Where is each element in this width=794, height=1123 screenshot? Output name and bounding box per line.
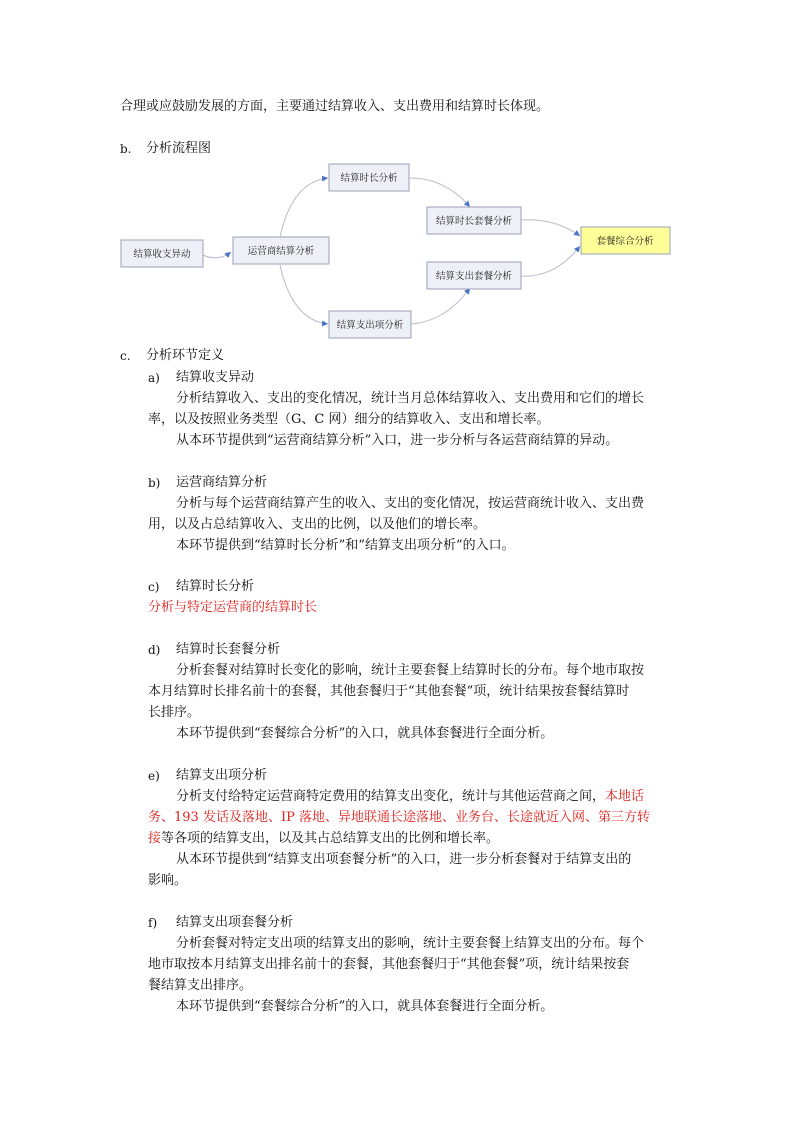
node-duration [329,164,409,191]
item-f-marker: f) [148,916,158,930]
item-d-line-3: 长排序。 [148,705,201,720]
arrow-operator-to-duration [280,178,328,237]
item-d-title: 结算时长套餐分析 [176,642,281,657]
item-e-line-3-red: 接 [148,831,162,846]
arrow-income-to-operator [203,252,231,258]
arrow-durpkg-to-summary [521,220,580,236]
section-b-marker: b. [120,142,132,156]
item-e-marker: e) [148,769,160,783]
node-expense-pkg [427,262,521,289]
item-a-marker: a) [148,371,160,385]
item-d-line-2: 本月结算时长排名前十的套餐，其他套餐归于“其他套餐”项，统计结果按套餐结算时 [148,684,630,699]
item-a-title: 结算收支异动 [176,370,255,385]
item-f-line-4: 本环节提供到“套餐综合分析”的入口，就具体套餐进行全面分析。 [176,999,554,1014]
item-e-line-1-text: 分析支付给特定运营商特定费用的结算支出变化，统计与其他运营商之间， [176,789,606,804]
flowchart [0,0,794,360]
item-e-line-3-text: 等各项的结算支出，以及其占总结算支出的比例和增长率。 [161,831,500,846]
item-f-title: 结算支出项套餐分析 [176,915,294,930]
svg-text:运营商结算分析: 运营商结算分析 [247,246,315,257]
section-c-title: 分析环节定义 [146,348,225,363]
section-c-marker: c. [120,349,131,363]
svg-text:套餐综合分析: 套餐综合分析 [596,236,654,247]
node-summary [581,227,670,254]
item-f-line-3: 餐结算支出排序。 [148,978,253,993]
item-d-line-4: 本环节提供到“套餐综合分析”的入口，就具体套餐进行全面分析。 [176,726,554,741]
arrow-duration-to-durpkg [410,178,470,207]
item-f-line-1: 分析套餐对特定支出项的结算支出的影响，统计主要套餐上结算支出的分布。每个 [176,936,645,951]
item-b-title: 运营商结算分析 [176,475,268,490]
item-e-line-1-red: 本地话 [605,789,645,804]
svg-text:结算收支异动: 结算收支异动 [133,249,191,260]
item-d-marker: d) [148,643,161,657]
node-income [121,240,203,267]
item-e-title: 结算支出项分析 [176,768,268,783]
item-e-line-5: 影响。 [148,873,188,888]
svg-text:结算支出套餐分析: 结算支出套餐分析 [435,271,513,282]
item-f-line-2: 地市取按本月结算支出排名前十的套餐，其他套餐归于“其他套餐”项，统计结果按套 [148,957,630,972]
item-b-line-1: 分析与每个运营商结算产生的收入、支出的变化情况，按运营商统计收入、支出费 [176,496,645,511]
item-a-line-3: 从本环节提供到“运营商结算分析”入口，进一步分析与各运营商结算的异动。 [176,433,619,448]
arrow-exppkg-to-summary [521,246,580,276]
arrow-operator-to-expense [280,265,328,324]
node-expense-item [329,311,411,338]
intro-text: 合理或应鼓励发展的方面，主要通过结算收入、支出费用和结算时长体现。 [120,99,550,114]
arrow-expense-to-exppkg [410,288,470,324]
item-c-line-1: 分析与特定运营商的结算时长 [148,600,318,615]
item-e-line-1 [176,787,644,807]
item-a-line-2: 率，以及按照业务类型（G、C 网）细分的结算收入、支出和增长率。 [148,412,550,427]
item-a-line-1: 分析结算收入、支出的变化情况，统计当月总体结算收入、支出费用和它们的增长 [176,391,645,406]
item-b-marker: b) [148,476,161,490]
item-c-marker: c) [148,580,160,594]
item-b-line-3: 本环节提供到“结算时长分析”和“结算支出项分析”的入口。 [176,538,515,553]
node-duration-pkg [427,207,521,234]
svg-text:结算时长套餐分析: 结算时长套餐分析 [435,216,513,227]
item-c-title: 结算时长分析 [176,579,255,594]
svg-text:结算时长分析: 结算时长分析 [340,173,398,184]
section-b-title: 分析流程图 [146,141,212,156]
item-e-line-2: 务、193 发话及落地、IP 落地、异地联通长途落地、业务台、长途就近入网、第三方转 [148,810,650,825]
svg-text:结算支出项分析: 结算支出项分析 [336,320,404,331]
item-e-line-3 [148,829,499,849]
item-d-line-1: 分析套餐对结算时长变化的影响，统计主要套餐上结算时长的分布。每个地市取按 [176,663,645,678]
item-e-line-4: 从本环节提供到“结算支出项套餐分析”的入口，进一步分析套餐对于结算支出的 [176,852,632,867]
node-operator [233,237,329,264]
item-b-line-2: 用，以及占总结算收入、支出的比例，以及他们的增长率。 [148,517,487,532]
